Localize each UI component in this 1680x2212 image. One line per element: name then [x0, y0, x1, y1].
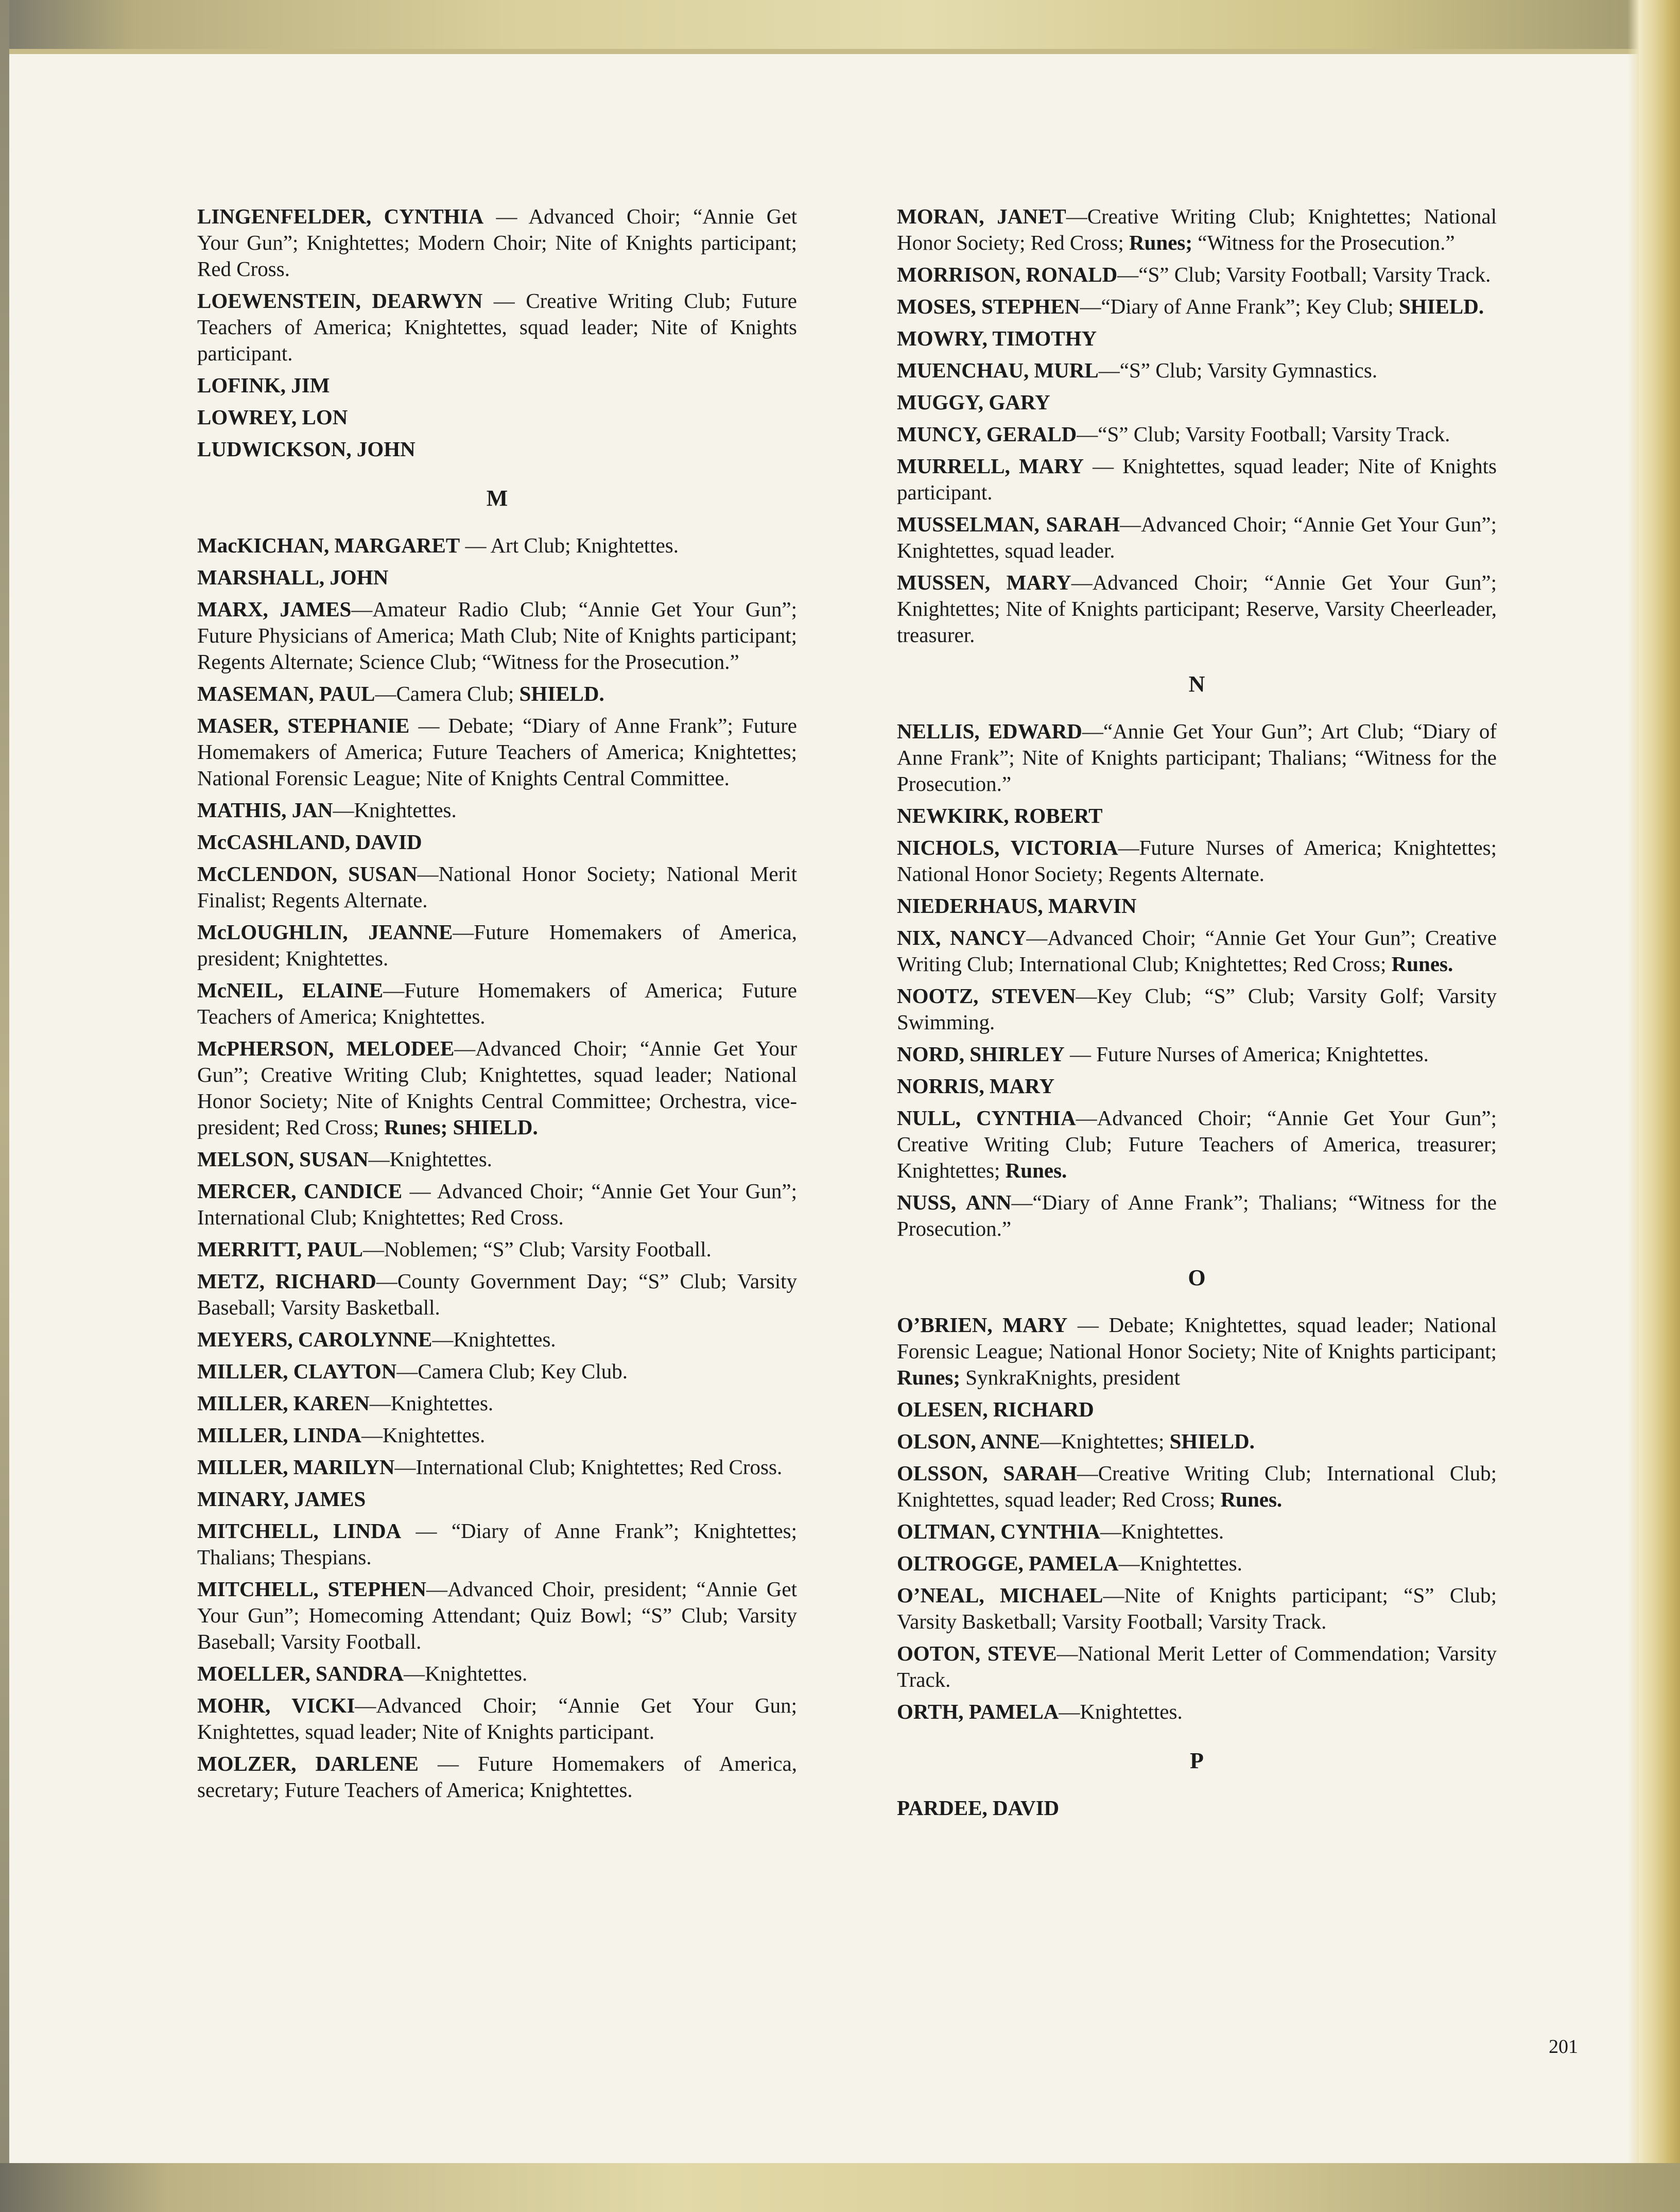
entry-separator: —	[460, 533, 491, 557]
student-entry	[897, 1312, 1497, 1391]
activity-text: “S” Club; Varsity Gymnastics.	[1119, 358, 1378, 382]
entry-separator: —	[409, 714, 448, 737]
student-name: MILLER, MARILYN	[197, 1455, 395, 1479]
student-name: MORRISON, RONALD	[897, 263, 1118, 286]
student-entry	[897, 925, 1497, 977]
entry-separator: —	[1040, 1429, 1061, 1453]
student-entry	[197, 1146, 797, 1172]
student-name: MERCER, CANDICE	[197, 1179, 403, 1203]
entry-separator: —	[1103, 1583, 1124, 1607]
honor-activity: Runes.	[1391, 952, 1453, 976]
student-entry	[897, 1550, 1497, 1577]
activity-text: “Annie Get Your Gun”; Art Club; “Diary of Anne Frank”; Nite of Knights participant; Thalians; “Witness for the Prosecution.”	[897, 719, 1497, 796]
student-name: ORTH, PAMELA	[897, 1700, 1059, 1723]
entry-separator: —	[1080, 295, 1101, 318]
activity-text: Camera Club; Key Club.	[418, 1359, 628, 1383]
activity-text: Knightettes.	[1080, 1700, 1183, 1723]
activity-text: Future Homemakers of America, secretary; Future Teachers of America; Knightettes.	[197, 1752, 798, 1802]
student-name: O’BRIEN, MARY	[897, 1313, 1068, 1337]
activity-text: Nite of Knights participant; “S” Club; Varsity Basketball; Varsity Football; Varsity Track.	[897, 1583, 1497, 1633]
student-name: MOHR, VICKI	[197, 1693, 355, 1717]
student-entry	[197, 203, 797, 282]
student-entry	[197, 1692, 797, 1745]
entry-separator: —	[376, 1269, 397, 1293]
student-name: MITCHELL, LINDA	[197, 1519, 402, 1543]
student-name: MARX, JAMES	[197, 597, 352, 621]
honor-activity: Runes;	[897, 1366, 961, 1389]
page-number: 201	[1549, 2036, 1578, 2058]
activity-text: Debate; “Diary of Anne Frank”; Future Homemakers of America; Future Teachers of America; Knightettes; National Forensic League; Nite of Knights Central Committee.	[197, 714, 798, 790]
page-left-edge	[0, 0, 9, 2212]
activity-text: Future Nurses of America; Knightettes; National Honor Society; Regents Alternate.	[897, 836, 1497, 886]
activity-text: Knightettes.	[424, 1662, 528, 1685]
entry-separator: —	[1117, 263, 1139, 286]
page-right-edge	[1639, 0, 1680, 2212]
activity-text: “S” Club; Varsity Football; Varsity Track.	[1138, 263, 1491, 286]
student-name: MURRELL, MARY	[897, 454, 1084, 478]
student-name: LUDWICKSON, JOHN	[197, 437, 415, 461]
entry-separator: —	[351, 597, 373, 621]
entry-separator: —	[394, 1455, 416, 1479]
student-name: MASER, STEPHANIE	[197, 714, 410, 737]
student-entry	[197, 1576, 797, 1655]
activity-text: Creative Writing Club; Future Teachers of America; Knightettes, squad leader; Nite of Knights participant.	[197, 289, 797, 365]
student-name: LOEWENSTEIN, DEARWYN	[197, 289, 483, 313]
student-entry	[897, 1041, 1497, 1067]
activity-text: Amateur Radio Club; “Annie Get Your Gun”; Future Physicians of America; Math Club; Nite of Knights participant; Regents Alternate; Science Club; “Witness for the Prosecution.”	[197, 597, 798, 673]
student-entry	[197, 1236, 797, 1263]
section-letter: M	[486, 486, 508, 511]
student-entry	[897, 835, 1497, 887]
student-name: MUSSEN, MARY	[897, 571, 1071, 594]
activity-text: Knightettes.	[354, 798, 457, 822]
activity-text: Creative Writing Club; International Club; Knightettes, squad leader; Red Cross;	[897, 1461, 1497, 1511]
honor-activity: Runes.	[1005, 1159, 1067, 1182]
page-top-rule	[0, 49, 1680, 54]
student-entry	[197, 1178, 797, 1231]
student-name: MacKICHAN, MARGARET	[197, 533, 460, 557]
section-letter: P	[1190, 1748, 1204, 1773]
student-entry	[197, 532, 797, 559]
student-name: McCASHLAND, DAVID	[197, 830, 422, 854]
student-name: MORAN, JANET	[897, 204, 1066, 228]
entry-separator: —	[1059, 1700, 1080, 1723]
student-name: NELLIS, EDWARD	[897, 719, 1082, 743]
student-entry	[897, 1396, 1497, 1423]
activity-text: “S” Club; Varsity Football; Varsity Track.	[1098, 422, 1450, 446]
entry-separator: —	[369, 1391, 391, 1415]
activity-text: Advanced Choir, president; “Annie Get Your Gun”; Homecoming Attendant; Quiz Bowl; “S” Club; Varsity Baseball; Varsity Football.	[197, 1577, 797, 1653]
student-name: McCLENDON, SUSAN	[197, 862, 418, 886]
entry-separator: —	[1077, 422, 1098, 446]
student-name: PARDEE, DAVID	[897, 1796, 1060, 1820]
activity-text: Advanced Choir; “Annie Get Your Gun”; Knightettes, squad leader.	[897, 512, 1497, 562]
entry-separator: —	[483, 204, 529, 228]
student-entry	[197, 919, 797, 972]
activity-text: Advanced Choir; “Annie Get Your Gun; Knightettes, squad leader; Nite of Knights participant.	[197, 1693, 797, 1743]
student-name: METZ, RICHARD	[197, 1269, 376, 1293]
student-entry	[197, 372, 797, 399]
student-entry	[897, 1640, 1497, 1693]
student-entry	[197, 1454, 797, 1480]
student-name: MOELLER, SANDRA	[197, 1662, 404, 1685]
student-entry	[897, 1428, 1497, 1455]
activity-text: International Club; Knightettes; Red Cross.	[415, 1455, 783, 1479]
activity-text: Future Homemakers of America; Future Teachers of America; Knightettes.	[197, 978, 797, 1028]
entry-separator: —	[401, 1519, 452, 1543]
student-name: NORRIS, MARY	[897, 1074, 1055, 1098]
student-name: NORD, SHIRLEY	[897, 1042, 1065, 1066]
student-name: NIEDERHAUS, MARVIN	[897, 894, 1137, 918]
activity-text: Knightettes.	[453, 1327, 556, 1351]
entry-separator: —	[1118, 836, 1139, 859]
activity-text: Creative Writing Club; Knightettes; National Honor Society; Red Cross;	[897, 204, 1497, 254]
student-name: MUNCY, GERALD	[897, 422, 1077, 446]
student-entry	[897, 1795, 1497, 1821]
page-right-shadow	[1627, 0, 1639, 2212]
student-entry	[197, 1326, 797, 1353]
activity-text: SynkraKnights, president	[960, 1366, 1181, 1389]
student-entry	[897, 203, 1497, 256]
student-entry	[897, 1582, 1497, 1635]
student-entry	[197, 1390, 797, 1416]
activity-text: Knightettes.	[1139, 1551, 1242, 1575]
activity-text: Advanced Choir; “Annie Get Your Gun”; Knightettes; Modern Choir; Nite of Knights participant; Red Cross.	[197, 204, 797, 281]
student-name: OLTMAN, CYNTHIA	[897, 1519, 1100, 1543]
student-entry	[897, 718, 1497, 797]
right-column	[897, 203, 1497, 1827]
entry-separator: —	[1076, 984, 1097, 1008]
student-name: McLOUGHLIN, JEANNE	[197, 920, 453, 944]
student-name: NULL, CYNTHIA	[897, 1106, 1076, 1130]
honor-activity: SHIELD.	[519, 682, 604, 705]
student-name: OLSSON, SARAH	[897, 1461, 1077, 1485]
student-entry	[897, 1699, 1497, 1725]
student-entry	[197, 436, 797, 462]
activity-text: Art Club; Knightettes.	[490, 533, 679, 557]
student-entry	[897, 1460, 1497, 1513]
student-name: LINGENFELDER, CYNTHIA	[197, 204, 484, 228]
student-entry	[197, 681, 797, 707]
student-entry	[197, 1661, 797, 1687]
honor-activity: SHIELD.	[1169, 1429, 1255, 1453]
activity-text: National Honor Society; National Merit Finalist; Regents Alternate.	[197, 862, 797, 912]
student-entry	[897, 293, 1497, 320]
student-name: OOTON, STEVE	[897, 1641, 1057, 1665]
student-entry	[897, 325, 1497, 352]
student-entry	[197, 829, 797, 855]
student-name: MELSON, SUSAN	[197, 1147, 369, 1171]
entry-separator: —	[453, 920, 474, 944]
activity-text: Advanced Choir; “Annie Get Your Gun”; Creative Writing Club; International Club; Knightettes; Red Cross;	[897, 926, 1497, 976]
student-entry	[897, 262, 1497, 288]
student-name: MOWRY, TIMOTHY	[897, 326, 1097, 350]
activity-text: Key Club; “S” Club; Varsity Golf; Varsity Swimming.	[897, 984, 1497, 1034]
activity-text: Camera Club;	[396, 682, 519, 705]
student-entry	[897, 1189, 1497, 1242]
entry-separator: —	[1064, 1042, 1097, 1066]
student-entry	[197, 713, 797, 791]
section-letter: O	[1188, 1265, 1206, 1290]
student-name: MILLER, LINDA	[197, 1423, 361, 1447]
student-entry	[197, 404, 797, 430]
student-entry	[897, 803, 1497, 829]
student-name: MOLZER, DARLENE	[197, 1752, 419, 1775]
entry-separator: —	[482, 289, 526, 313]
student-name: MUGGY, GARY	[897, 390, 1050, 414]
entry-separator: —	[1067, 1313, 1109, 1337]
student-name: O’NEAL, MICHAEL	[897, 1583, 1103, 1607]
student-name: NEWKIRK, ROBERT	[897, 804, 1103, 827]
activity-text: “Diary of Anne Frank”; Key Club;	[1101, 295, 1399, 318]
activity-text: Knightettes.	[1121, 1519, 1224, 1543]
student-entry	[197, 1518, 797, 1570]
entry-separator: —	[402, 1179, 437, 1203]
student-entry	[197, 797, 797, 823]
student-entry	[897, 893, 1497, 919]
student-name: MILLER, KAREN	[197, 1391, 370, 1415]
student-name: McPHERSON, MELODEE	[197, 1036, 455, 1060]
student-entry	[897, 1518, 1497, 1545]
student-entry	[197, 1422, 797, 1448]
entry-separator: —	[1118, 1551, 1140, 1575]
entry-separator: —	[1098, 358, 1120, 382]
entry-separator: —	[368, 1147, 390, 1171]
activity-text: Knightettes.	[389, 1147, 492, 1171]
honor-activity: Runes; SHIELD.	[384, 1115, 538, 1139]
student-name: MUENCHAU, MURL	[897, 358, 1099, 382]
student-entry	[197, 288, 797, 367]
activity-text: Future Homemakers of America, president; Knightettes.	[197, 920, 797, 970]
activity-text: Knightettes;	[1061, 1429, 1170, 1453]
student-entry	[197, 596, 797, 675]
student-name: OLSON, ANNE	[897, 1429, 1040, 1453]
student-entry	[897, 389, 1497, 416]
activity-text: Advanced Choir; “Annie Get Your Gun”; International Club; Knightettes; Red Cross.	[197, 1179, 797, 1229]
student-name: OLESEN, RICHARD	[897, 1397, 1094, 1421]
activity-text: “Witness for the Prosecution.”	[1192, 231, 1455, 254]
student-entry	[897, 569, 1497, 648]
entry-separator: —	[1082, 719, 1103, 743]
student-entry	[897, 1073, 1497, 1099]
entry-separator: —	[1011, 1190, 1033, 1214]
page-bottom-edge	[0, 2163, 1680, 2212]
activity-text: Knightettes, squad leader; Nite of Knights participant.	[897, 454, 1497, 504]
student-name: NICHOLS, VICTORIA	[897, 836, 1118, 859]
student-entry	[197, 977, 797, 1030]
activity-text: Advanced Choir; “Annie Get Your Gun”; Creative Writing Club; Knightettes, squad leader; National Honor Society; Nite of Knights Central Committee; Orchestra, vice-president; Red Cross;	[197, 1036, 797, 1139]
entry-separator: —	[362, 1237, 384, 1261]
student-entry	[197, 1035, 797, 1140]
activity-text: National Merit Letter of Commendation; Varsity Track.	[897, 1641, 1497, 1691]
activity-text: County Government Day; “S” Club; Varsity Baseball; Varsity Basketball.	[197, 1269, 797, 1319]
entry-separator: —	[1071, 571, 1093, 594]
student-name: NIX, NANCY	[897, 926, 1027, 949]
student-entry	[197, 1751, 797, 1803]
entry-separator: —	[333, 798, 354, 822]
student-entry	[197, 1486, 797, 1512]
student-name: MARSHALL, JOHN	[197, 565, 389, 589]
section-letter: N	[1188, 671, 1205, 697]
entry-separator: —	[1077, 1461, 1098, 1485]
entry-separator: —	[1066, 204, 1087, 228]
entry-separator: —	[403, 1662, 425, 1685]
entry-separator: —	[1026, 926, 1048, 949]
student-entry	[197, 1268, 797, 1321]
page-top-edge	[0, 0, 1680, 49]
entry-separator: —	[1120, 512, 1141, 536]
activity-text: Debate; Knightettes, squad leader; National Forensic League; National Honor Society; Nite of Knights participant;	[897, 1313, 1497, 1363]
activity-text: Noblemen; “S” Club; Varsity Football.	[384, 1237, 712, 1261]
entry-separator: —	[355, 1693, 376, 1717]
entry-separator: —	[454, 1036, 476, 1060]
activity-text: Knightettes.	[390, 1391, 494, 1415]
student-name: MUSSELMAN, SARAH	[897, 512, 1120, 536]
entry-separator: —	[1076, 1106, 1097, 1130]
student-name: LOFINK, JIM	[197, 373, 330, 397]
student-name: LOWREY, LON	[197, 405, 348, 429]
student-entry	[897, 421, 1497, 447]
activity-text: Future Nurses of America; Knightettes.	[1096, 1042, 1429, 1066]
student-name: McNEIL, ELAINE	[197, 978, 384, 1002]
student-name: MEYERS, CAROLYNNE	[197, 1327, 432, 1351]
left-column	[197, 203, 797, 1809]
student-name: MINARY, JAMES	[197, 1487, 366, 1511]
student-entry	[897, 357, 1497, 384]
honor-activity: SHIELD.	[1398, 295, 1484, 318]
student-name: MOSES, STEPHEN	[897, 295, 1080, 318]
activity-text: “Diary of Anne Frank”; Thalians; “Witness for the Prosecution.”	[897, 1190, 1497, 1240]
student-name: NOOTZ, STEVEN	[897, 984, 1076, 1008]
student-entry	[897, 1105, 1497, 1184]
student-name: MATHIS, JAN	[197, 798, 333, 822]
entry-separator: —	[361, 1423, 383, 1447]
student-entry	[897, 511, 1497, 564]
entry-separator: —	[418, 1752, 478, 1775]
entry-separator: —	[426, 1577, 448, 1601]
student-entry	[197, 861, 797, 913]
student-name: MILLER, CLAYTON	[197, 1359, 397, 1383]
activity-text: Advanced Choir; “Annie Get Your Gun”; Knightettes; Nite of Knights participant; Reserve, Varsity Cheerleader, treasurer.	[897, 571, 1497, 647]
student-entry	[897, 983, 1497, 1035]
entry-separator: —	[375, 682, 396, 705]
entry-separator: —	[432, 1327, 454, 1351]
entry-separator: —	[396, 1359, 418, 1383]
entry-separator: —	[417, 862, 439, 886]
student-name: MASEMAN, PAUL	[197, 682, 375, 705]
honor-activity: Runes;	[1129, 231, 1193, 254]
activity-text: “Diary of Anne Frank”; Knightettes; Thalians; Thespians.	[197, 1519, 798, 1569]
student-name: MITCHELL, STEPHEN	[197, 1577, 427, 1601]
student-entry	[197, 564, 797, 591]
entry-separator: —	[1057, 1641, 1078, 1665]
student-name: MERRITT, PAUL	[197, 1237, 363, 1261]
activity-text: Advanced Choir; “Annie Get Your Gun”; Creative Writing Club; Future Teachers of America, treasurer; Knightettes;	[897, 1106, 1497, 1182]
activity-text: Knightettes.	[382, 1423, 486, 1447]
entry-separator: —	[1084, 454, 1123, 478]
student-entry	[197, 1358, 797, 1385]
student-entry	[897, 453, 1497, 506]
student-name: NUSS, ANN	[897, 1190, 1012, 1214]
honor-activity: Runes.	[1220, 1488, 1283, 1511]
entry-separator: —	[1100, 1519, 1121, 1543]
student-name: OLTROGGE, PAMELA	[897, 1551, 1119, 1575]
entry-separator: —	[383, 978, 405, 1002]
